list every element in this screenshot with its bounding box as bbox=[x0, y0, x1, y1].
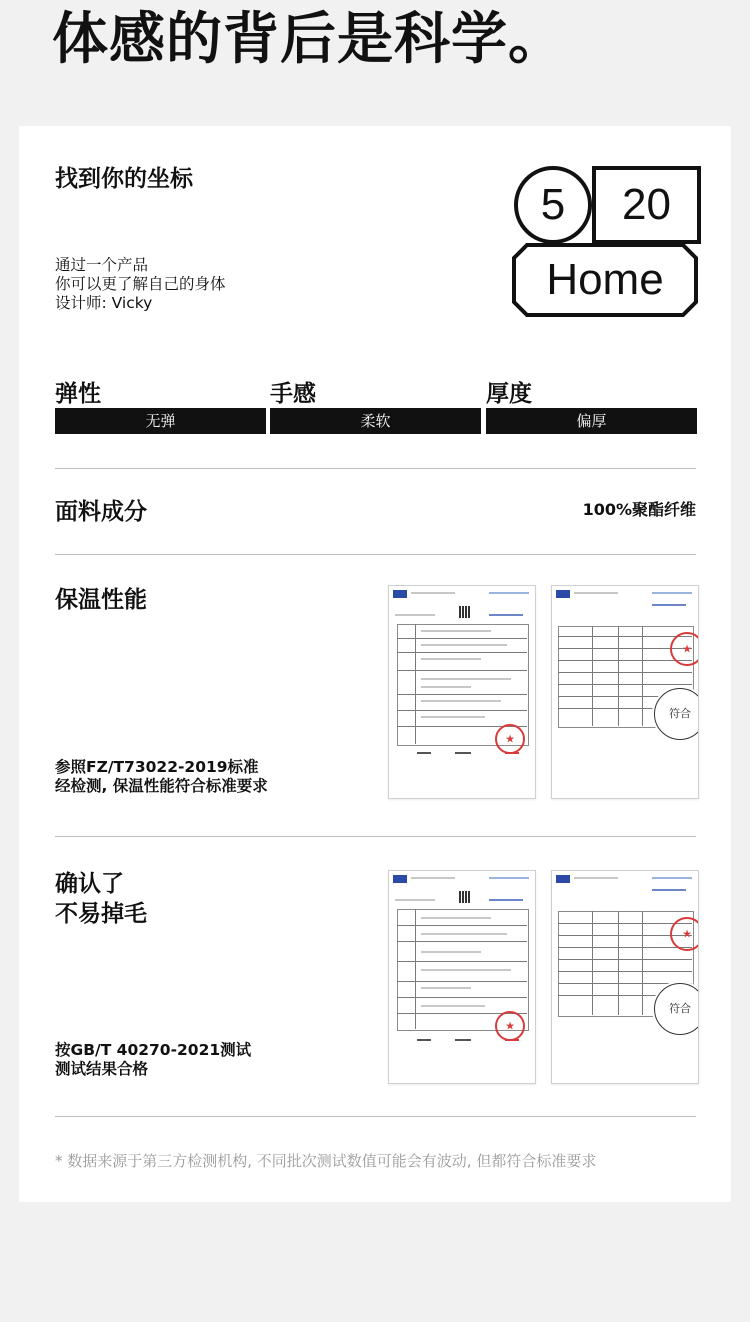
inspection-seal-icon: ★ bbox=[670, 632, 699, 666]
warmth-title: 保温性能 bbox=[55, 587, 147, 613]
attr-thickness-value: 偏厚 bbox=[486, 408, 697, 434]
attr-thickness-label: 厚度 bbox=[486, 381, 532, 407]
pilling-report-page-2 bbox=[551, 870, 699, 1084]
pass-stamp: 符合 bbox=[654, 688, 699, 740]
warmth-report-page-2 bbox=[551, 585, 699, 799]
brand-logo-number-20: 20 bbox=[592, 166, 701, 244]
divider bbox=[55, 1116, 696, 1117]
attr-elasticity-label: 弹性 bbox=[55, 381, 101, 407]
fabric-value: 100%聚酯纤维 bbox=[582, 500, 696, 519]
intro-line-2: 你可以更了解自己的身体 bbox=[55, 275, 226, 293]
qr-code-icon bbox=[459, 606, 471, 618]
inspection-seal-icon: ★ bbox=[495, 724, 525, 754]
pilling-title-line-2: 不易掉毛 bbox=[55, 901, 147, 927]
pass-stamp: 符合 bbox=[654, 983, 699, 1035]
pilling-title-line-1: 确认了 bbox=[55, 871, 124, 897]
inspection-seal-icon: ★ bbox=[495, 1011, 525, 1041]
warmth-standard-line: 参照FZ/T73022-2019标准 bbox=[55, 758, 259, 776]
brand-logo-number-5: 5 bbox=[514, 166, 592, 244]
attr-handfeel-label: 手感 bbox=[270, 381, 316, 407]
pilling-result-line: 测试结果合格 bbox=[55, 1060, 149, 1078]
attr-handfeel-value: 柔软 bbox=[270, 408, 481, 434]
brand-logo-home-frame bbox=[511, 242, 699, 318]
pilling-report-page-1 bbox=[388, 870, 536, 1084]
pilling-standard-line: 按GB/T 40270-2021测试 bbox=[55, 1041, 252, 1059]
spec-card bbox=[19, 126, 731, 1202]
data-source-footnote: * 数据来源于第三方检测机构, 不同批次测试数值可能会有波动, 但都符合标准要求 bbox=[55, 1152, 597, 1170]
divider bbox=[55, 554, 696, 555]
warmth-report-page-1 bbox=[388, 585, 536, 799]
intro-line-1: 通过一个产品 bbox=[55, 256, 149, 274]
divider bbox=[55, 468, 696, 469]
brand-logo-word: Home bbox=[546, 255, 664, 304]
inspection-seal-icon: ★ bbox=[670, 917, 699, 951]
page-headline: 体感的背后是科学。 bbox=[52, 7, 565, 72]
intro-designer: 设计师: Vicky bbox=[55, 294, 153, 312]
fabric-title: 面料成分 bbox=[55, 499, 147, 525]
attr-elasticity-value: 无弹 bbox=[55, 408, 266, 434]
qr-code-icon bbox=[459, 891, 471, 903]
intro-title: 找到你的坐标 bbox=[55, 166, 193, 192]
divider bbox=[55, 836, 696, 837]
warmth-result-line: 经检测, 保温性能符合标准要求 bbox=[55, 777, 268, 795]
